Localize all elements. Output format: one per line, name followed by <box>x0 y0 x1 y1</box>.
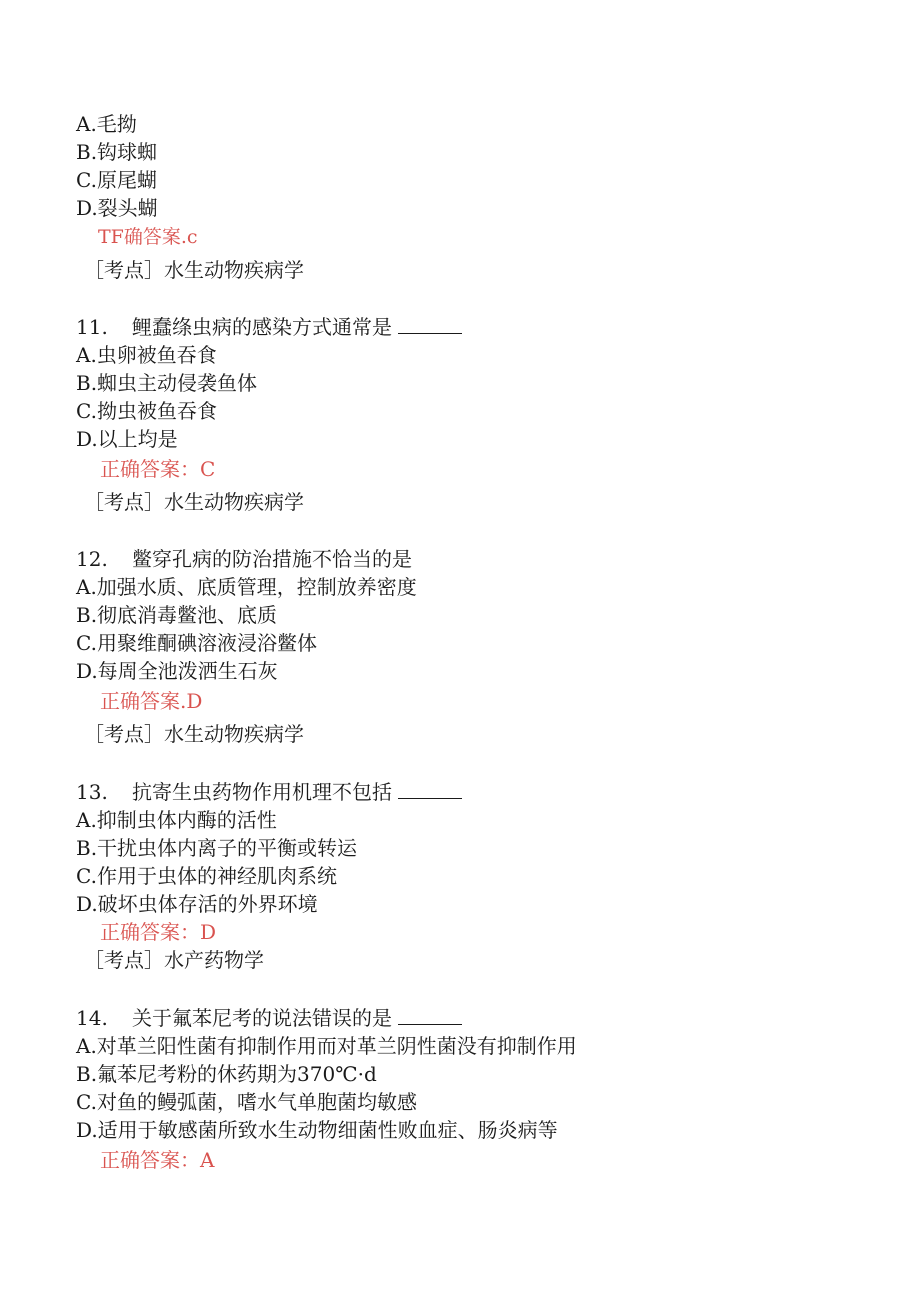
answer: 正确答案：D <box>100 920 217 944</box>
option-c: C.拗虫被鱼吞食 <box>76 399 217 423</box>
answer: 正确答案：C <box>100 457 216 481</box>
option-a: A.抑制虫体内酶的活性 <box>76 808 277 832</box>
answer-blank <box>398 780 462 799</box>
question-text: 关于氟苯尼考的说法错误的是 <box>132 1006 392 1030</box>
option-a: A.虫卵被鱼吞食 <box>76 343 217 367</box>
answer: TF确答案.c <box>98 226 198 248</box>
question-12-stem <box>76 545 412 573</box>
option-c: C.原尾蝴 <box>76 168 157 192</box>
answer: 正确答案.D <box>100 689 203 713</box>
question-number: 12. <box>76 547 108 571</box>
question-number: 11. <box>76 315 108 339</box>
question-13-stem <box>76 778 462 806</box>
option-d: D.以上均是 <box>76 427 178 451</box>
option-d: D.破坏虫体存活的外界环境 <box>76 892 318 916</box>
option-a: A.加强水质、底质管理，控制放养密度 <box>76 575 417 599</box>
question-text: 鲤蠢绦虫病的感染方式通常是 <box>132 315 392 339</box>
question-14-stem <box>76 1004 462 1032</box>
option-b: B.氟苯尼考粉的休药期为370℃·d <box>76 1062 377 1086</box>
question-11-stem <box>76 313 462 341</box>
kaodian: ［考点］水生动物疾病学 <box>84 722 304 746</box>
question-text: 鳖穿孔病的防治措施不恰当的是 <box>132 547 412 571</box>
answer-blank <box>398 315 462 334</box>
kaodian: ［考点］水产药物学 <box>84 948 264 972</box>
question-number: 14. <box>76 1006 108 1030</box>
kaodian: ［考点］水生动物疾病学 <box>84 490 304 514</box>
question-number: 13. <box>76 780 108 804</box>
option-a: A.毛拗 <box>76 112 137 136</box>
option-d: D.适用于敏感菌所致水生动物细菌性败血症、肠炎病等 <box>76 1118 558 1142</box>
option-d: D.每周全池泼洒生石灰 <box>76 659 278 683</box>
option-d: D.裂头蝴 <box>76 196 158 220</box>
option-c: C.对鱼的鳗弧菌，嗜水气单胞菌均敏感 <box>76 1090 417 1114</box>
answer: 正确答案：A <box>100 1148 215 1172</box>
option-c: C.用聚维酮碘溶液浸浴鳖体 <box>76 631 317 655</box>
answer-blank <box>398 1006 462 1025</box>
option-b: B.干扰虫体内离子的平衡或转运 <box>76 836 358 860</box>
kaodian: ［考点］水生动物疾病学 <box>84 258 304 282</box>
option-a: A.对革兰阳性菌有抑制作用而对革兰阴性菌没有抑制作用 <box>76 1034 577 1058</box>
option-b: B.蜘虫主动侵袭鱼体 <box>76 371 258 395</box>
option-b: B.彻底消毒鳖池、底质 <box>76 603 278 627</box>
question-text: 抗寄生虫药物作用机理不包括 <box>132 780 392 804</box>
option-b: B.钩球蜘 <box>76 140 158 164</box>
option-c: C.作用于虫体的神经肌肉系统 <box>76 864 337 888</box>
